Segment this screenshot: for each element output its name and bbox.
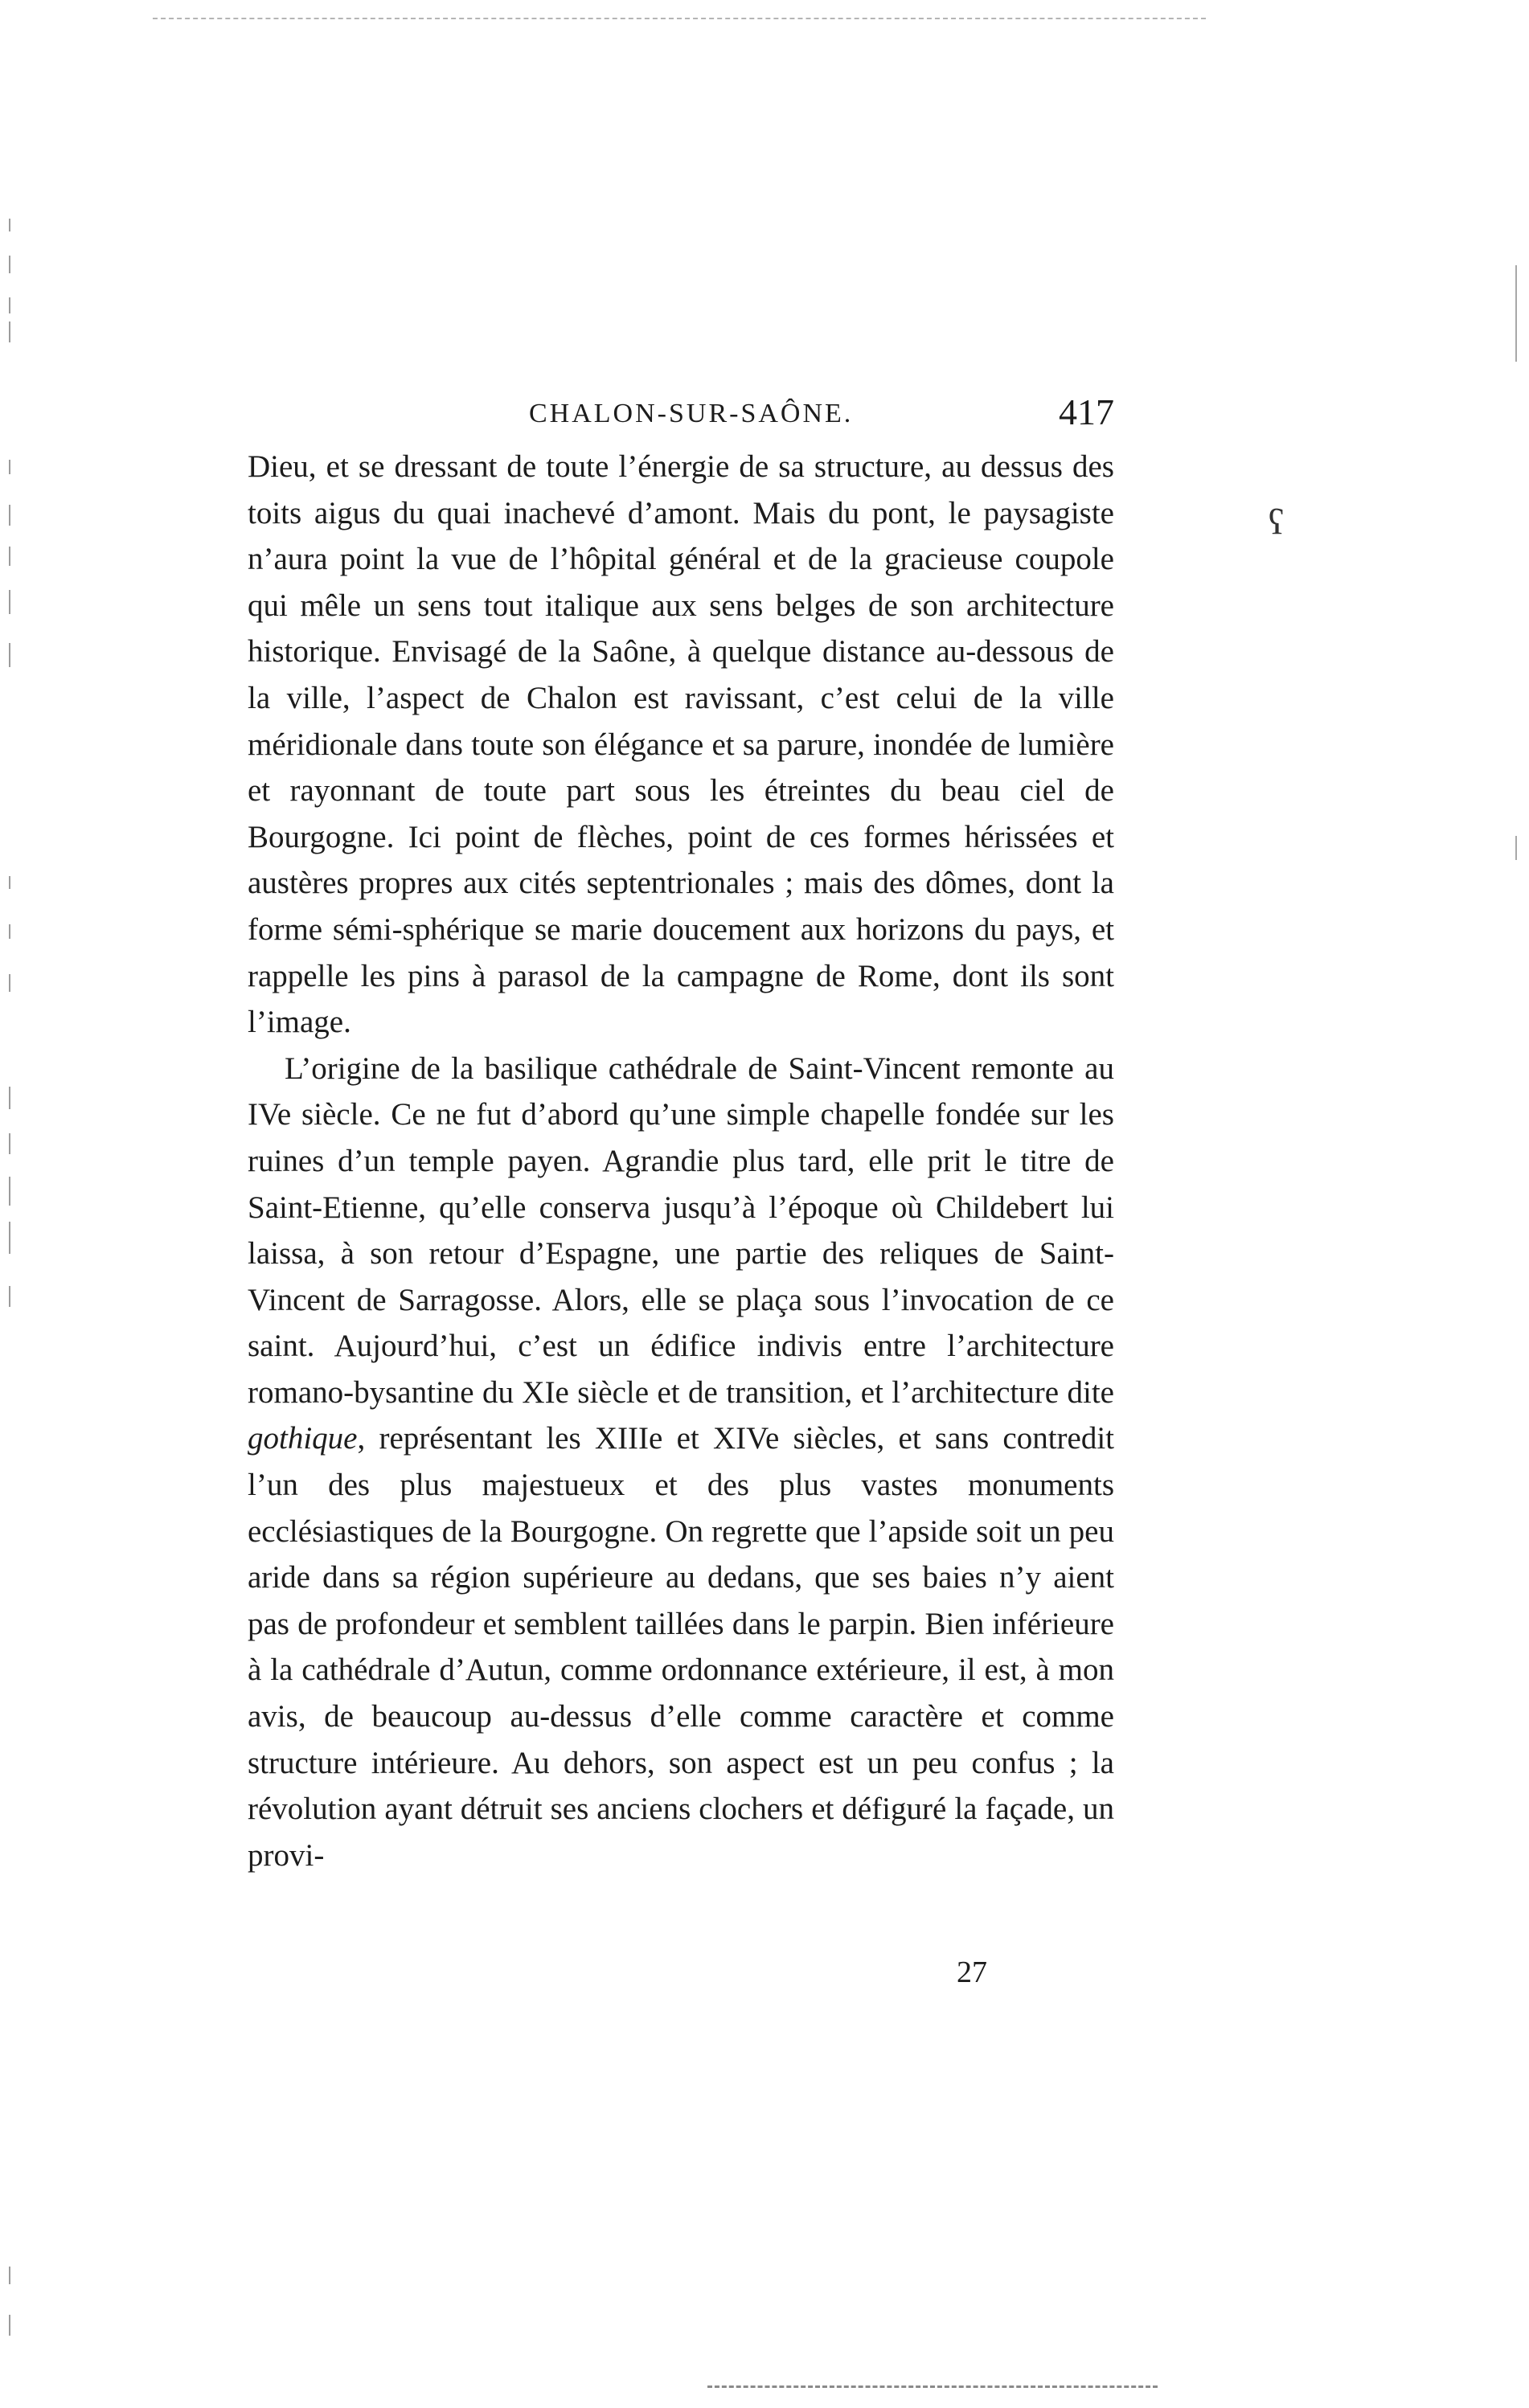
margin-scan-mark xyxy=(9,1222,10,1254)
margin-scan-mark xyxy=(9,297,10,313)
bottom-scan-rule xyxy=(707,2385,1158,2388)
margin-scan-mark xyxy=(9,643,10,667)
margin-scan-mark xyxy=(9,2315,10,2336)
margin-scan-mark xyxy=(9,1133,10,1154)
margin-scan-mark xyxy=(9,219,10,231)
margin-scan-mark xyxy=(9,2267,10,2284)
margin-scan-mark xyxy=(9,590,10,614)
running-head xyxy=(248,391,1114,439)
printer-signature: 27 xyxy=(957,1955,987,1989)
margin-scan-mark xyxy=(9,1177,10,1206)
margin-scan-mark xyxy=(9,547,10,566)
margin-scan-mark xyxy=(9,1286,10,1307)
paragraph xyxy=(248,444,1114,1046)
running-head-title: CHALON-SUR-SAÔNE. xyxy=(529,399,854,428)
paragraph-text: , représentant les XIIIe et XIVe siècles, et sans contredit l’un des plus majestueux et des plus vastes monuments ecclésiastiques de la Bourgogne. On regrette que l’apside soit un peu aride dans sa région supérieure au dedans, que ses baies n’y aient pas de profondeur et semblent taillées dans le parpin. Bien inférieure à la cathédrale d’Autun, comme ordonnance extérieure, il est, à mon avis, de beaucoup au-dessus d’elle comme caractère et comme structure intérieure. Au dehors, son aspect est un peu confus ; la révolution ayant détruit ses anciens clochers et défiguré la façade, un provi- xyxy=(248,1421,1114,1873)
right-margin-scan-mark xyxy=(1515,265,1517,362)
italic-term: gothique xyxy=(248,1421,358,1456)
paragraph xyxy=(248,1046,1114,1879)
body-text xyxy=(248,444,1114,1878)
margin-scan-mark xyxy=(9,505,10,526)
margin-scan-mark xyxy=(9,460,10,474)
paragraph-text: Dieu, et se dressant de toute l’énergie de sa structure, au dessus des toits aigus du quai inachevé d’amont. Mais du pont, le paysagiste n’aura point la vue de l’hôpital général et de la gracieuse coupole qui mêle un sens tout italique aux sens belges de son architecture historique. Envisagé de la Saône, à quelque distance au-dessous de la ville, l’aspect de Chalon est ravissant, c’est celui de la ville méridionale dans toute son élégance et sa parure, inondée de lumière et rayonnant de toute part sous les étreintes du beau ciel de Bourgogne. Ici point de flèches, point de ces formes hérissées et austères propres aux cités septentrionales ; mais des dômes, dont la forme sémi-sphérique se marie doucement aux horizons du pays, et rappelle les pins à parasol de la campagne de Rome, dont ils sont l’image. xyxy=(248,449,1114,1040)
margin-scan-mark xyxy=(9,321,10,342)
right-margin-scan-mark xyxy=(1515,836,1517,860)
margin-ink-mark: ʕ xyxy=(1269,502,1285,542)
margin-scan-mark xyxy=(9,974,10,992)
margin-scan-mark xyxy=(9,1087,10,1109)
top-scan-rule xyxy=(153,18,1206,19)
margin-scan-mark xyxy=(9,256,10,273)
margin-scan-mark xyxy=(9,876,10,889)
page-number: 417 xyxy=(1059,391,1114,432)
margin-scan-mark xyxy=(9,924,10,939)
paragraph-text: L’origine de la basilique cathédrale de Saint-Vincent remonte au IVe siècle. Ce ne fut d’abord qu’une simple chapelle fondée sur les ruines d’un temple payen. Agrandie plus tard, elle prit le titre de Saint-Etienne, qu’elle conserva jusqu’à l’époque où Childebert lui laissa, à son retour d’Espagne, une partie des reliques de Saint-Vincent de Sarragosse. Alors, elle se plaça sous l’invocation de ce saint. Aujourd’hui, c’est un édifice indivis entre l’architecture romano-bysantine du XIe siècle et de transition, et l’architecture dite xyxy=(248,1050,1114,1410)
